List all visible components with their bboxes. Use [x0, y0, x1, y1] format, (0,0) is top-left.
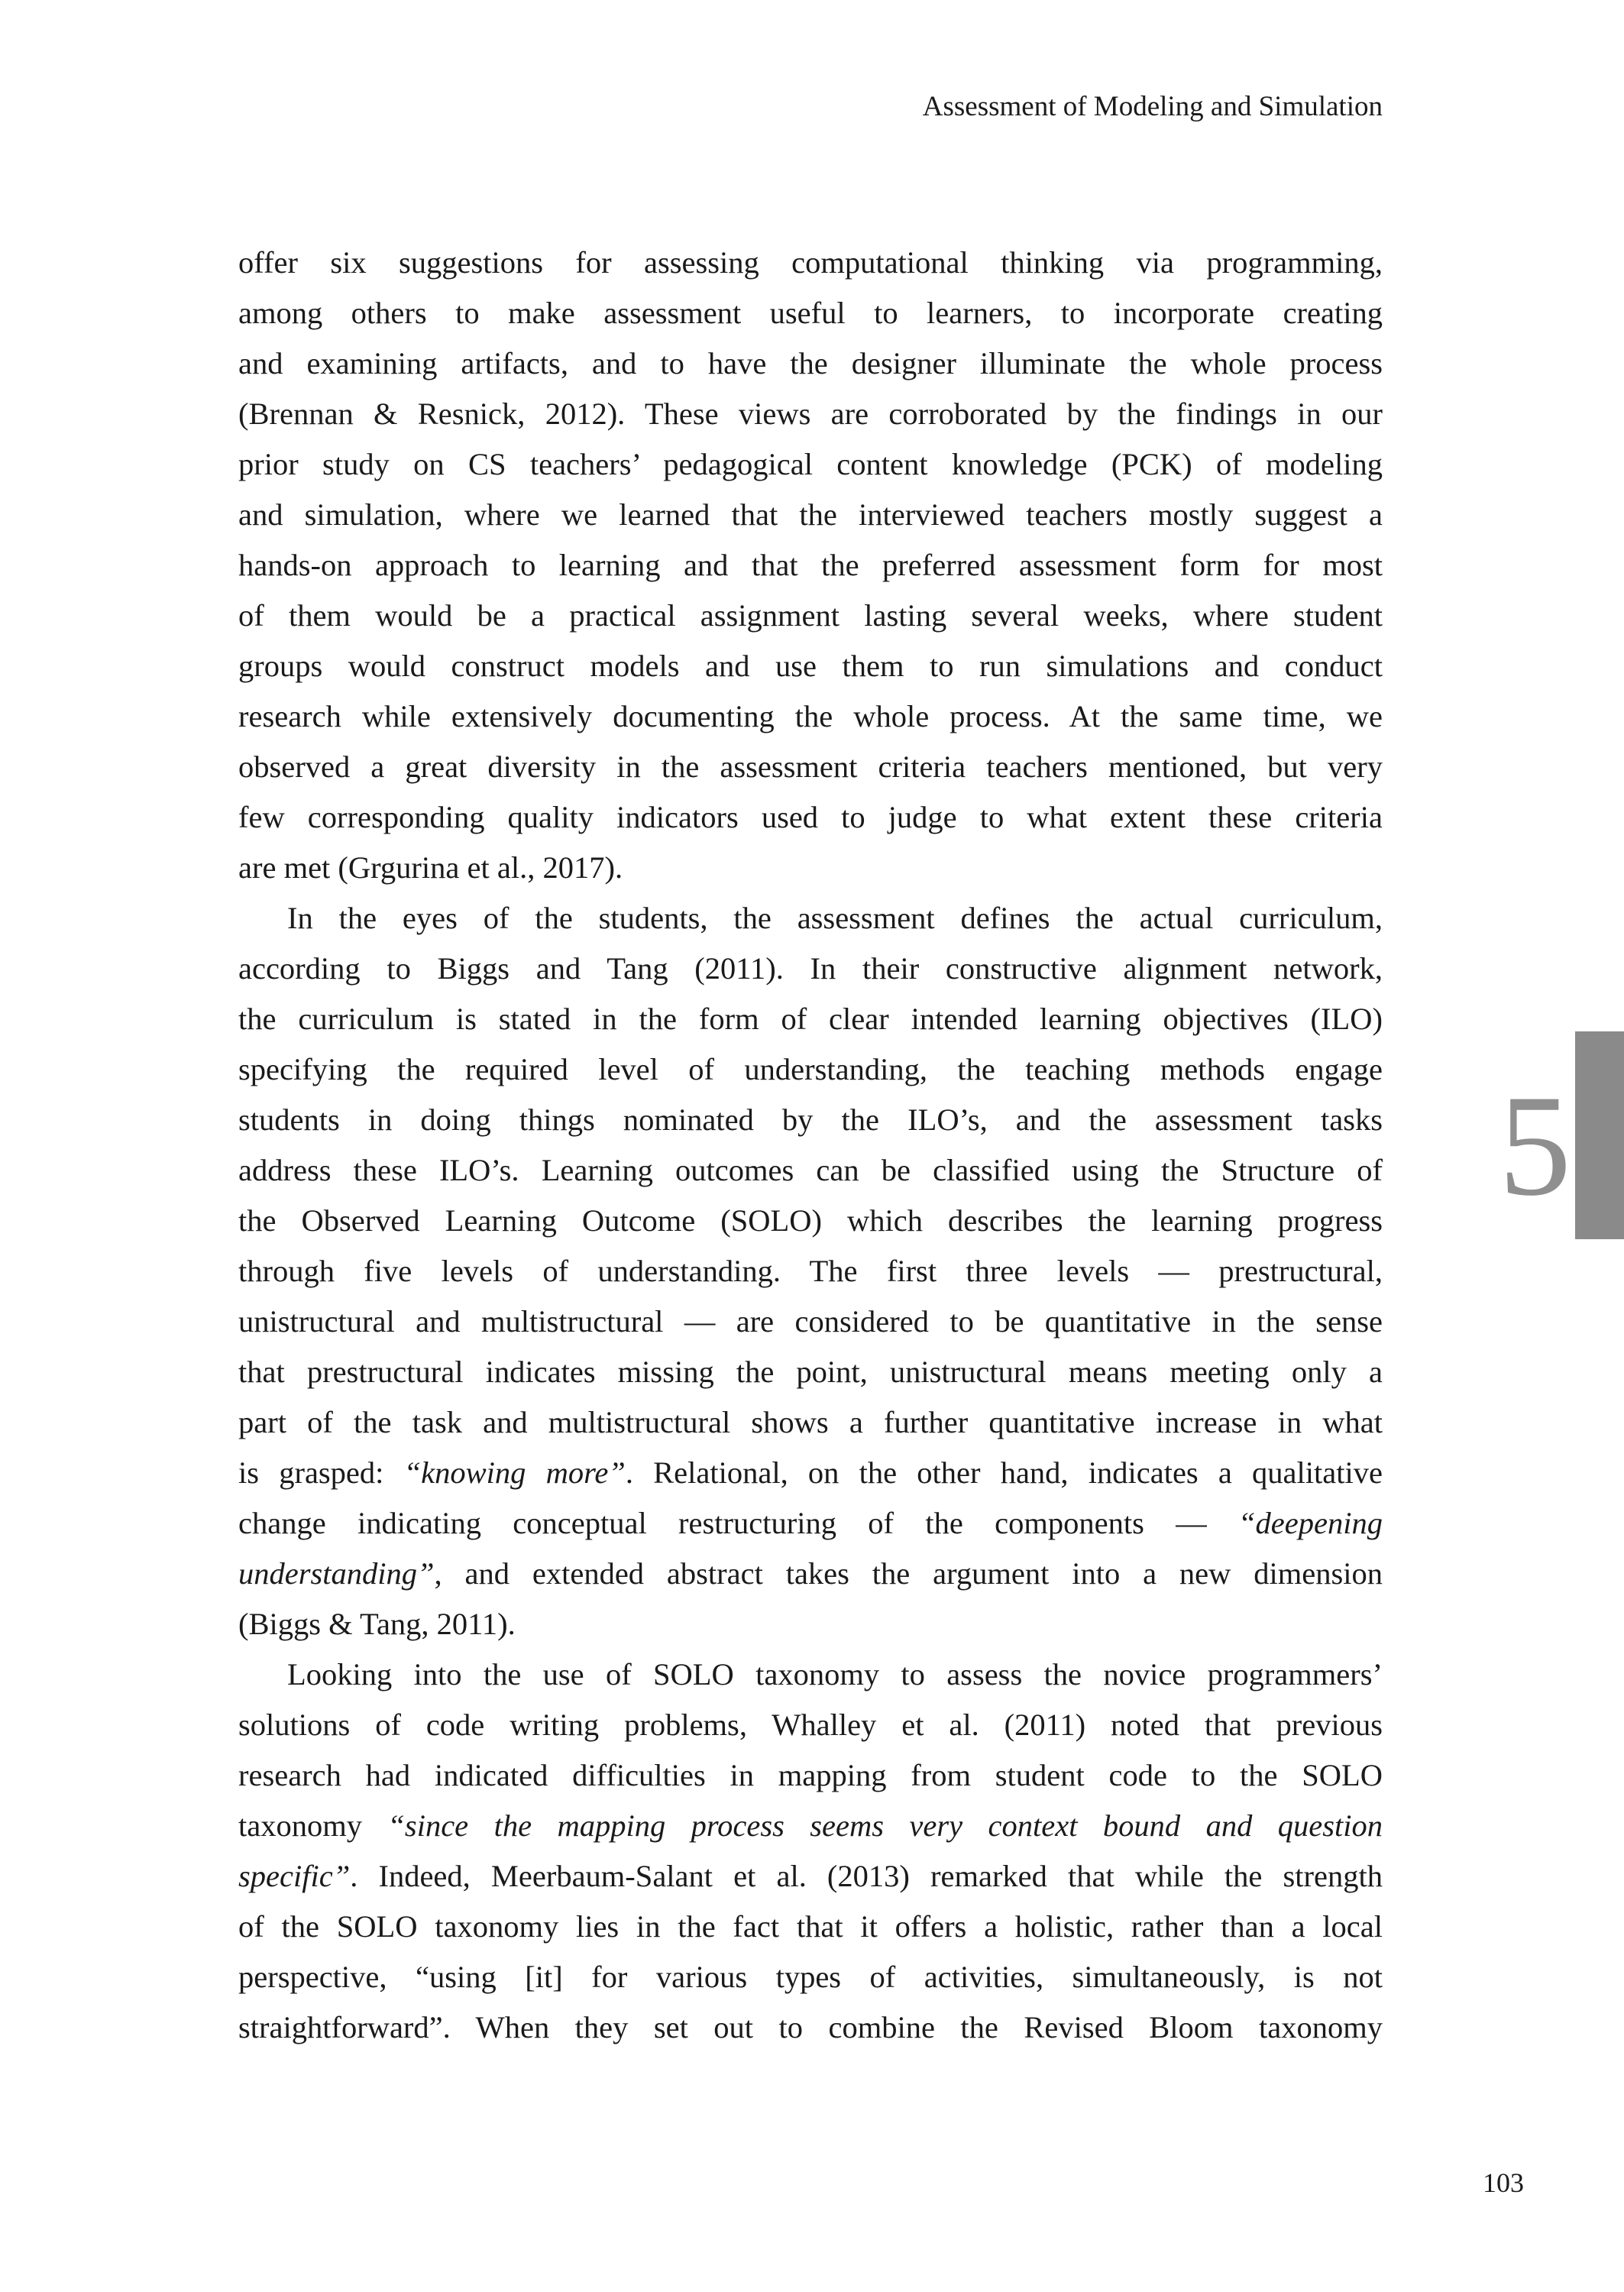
text-line: [238, 1297, 1383, 1347]
text-run: unistructural and multistructural — are considered to be quantitative in the sense: [238, 1304, 1383, 1339]
text-line: [238, 439, 1383, 490]
text-line: [238, 1599, 1383, 1649]
text-line: [238, 1750, 1383, 1801]
text-line: [238, 490, 1383, 540]
text-line: [238, 1952, 1383, 2002]
text-run: hands-on approach to learning and that the preferred assessment form for most: [238, 548, 1383, 582]
text-run: . Indeed, Meerbaum-Salant et al. (2013) remarked that while the strength: [350, 1859, 1383, 1893]
text-line: [238, 2002, 1383, 2053]
text-run: straightforward”. When they set out to combine the Revised Bloom taxonomy: [238, 2010, 1383, 2044]
text-run: and simulation, where we learned that the interviewed teachers mostly suggest a: [238, 497, 1383, 532]
text-run: students in doing things nominated by the ILO’s, and the assessment tasks: [238, 1102, 1383, 1137]
text-run: , and extended abstract takes the argument into a new dimension: [434, 1556, 1383, 1591]
chapter-tab: [1575, 1031, 1624, 1239]
text-line: [238, 591, 1383, 641]
text-run: observed a great diversity in the assessment criteria teachers mentioned, but very: [238, 749, 1383, 784]
text-run: is grasped:: [238, 1455, 404, 1490]
text-line: [238, 792, 1383, 843]
text-line: [238, 843, 1383, 893]
text-run: perspective, “using [it] for various types of activities, simultaneously, is not: [238, 1960, 1383, 1994]
text-run: research had indicated difficulties in mapping from student code to the SOLO: [238, 1758, 1383, 1792]
text-run: change indicating conceptual restructuring of the components —: [238, 1506, 1239, 1540]
text-line: [238, 893, 1383, 944]
text-line: [238, 1347, 1383, 1397]
text-line: [238, 1145, 1383, 1196]
text-run: research while extensively documenting the whole process. At the same time, we: [238, 699, 1383, 733]
italic-text: “since the mapping process seems very context bound and question: [387, 1808, 1383, 1843]
text-line: [238, 1397, 1383, 1448]
text-line: [238, 691, 1383, 742]
text-line: [238, 1044, 1383, 1095]
text-run: among others to make assessment useful to learners, to incorporate creating: [238, 296, 1383, 330]
text-run: and examining artifacts, and to have the designer illuminate the whole process: [238, 346, 1383, 380]
text-run: of the SOLO taxonomy lies in the fact that it offers a holistic, rather than a local: [238, 1909, 1383, 1944]
text-run: according to Biggs and Tang (2011). In their constructive alignment network,: [238, 951, 1383, 986]
text-line: [238, 1196, 1383, 1246]
text-line: [238, 1801, 1383, 1851]
text-line: [238, 1498, 1383, 1549]
text-run: address these ILO’s. Learning outcomes can be classified using the Structure of: [238, 1153, 1383, 1187]
text-line: [238, 1700, 1383, 1750]
text-run: In the eyes of the students, the assessment defines the actual curriculum,: [287, 901, 1383, 935]
text-line: [238, 338, 1383, 389]
text-line: [238, 1851, 1383, 1902]
text-run: Looking into the use of SOLO taxonomy to assess the novice programmers’: [287, 1657, 1383, 1691]
italic-text: understanding”: [238, 1556, 435, 1591]
text-run: part of the task and multistructural shows a further quantitative increase in what: [238, 1405, 1383, 1439]
text-run: (Brennan & Resnick, 2012). These views are corroborated by the findings in our: [238, 397, 1383, 431]
text-run: offer six suggestions for assessing computational thinking via programming,: [238, 245, 1383, 280]
italic-text: “knowing more”: [403, 1455, 626, 1490]
text-run: (Biggs & Tang, 2011).: [238, 1607, 516, 1641]
italic-text: specific”: [238, 1859, 351, 1893]
chapter-number: 5: [1499, 1066, 1571, 1226]
text-line: [238, 389, 1383, 439]
text-line: [238, 1095, 1383, 1145]
text-run: groups would construct models and use them to run simulations and conduct: [238, 649, 1383, 683]
running-header: Assessment of Modeling and Simulation: [922, 91, 1383, 122]
page-number: 103: [1483, 2167, 1524, 2198]
text-run: few corresponding quality indicators used to judge to what extent these criteria: [238, 800, 1383, 834]
text-run: are met (Grgurina et al., 2017).: [238, 850, 623, 885]
text-run: taxonomy: [238, 1808, 388, 1843]
text-run: the curriculum is stated in the form of clear intended learning objectives (ILO): [238, 1002, 1383, 1036]
text-run: that prestructural indicates missing the point, unistructural means meeting only a: [238, 1355, 1383, 1389]
text-run: the Observed Learning Outcome (SOLO) which describes the learning progress: [238, 1203, 1383, 1238]
text-line: [238, 944, 1383, 994]
text-line: [238, 1649, 1383, 1700]
text-line: [238, 288, 1383, 338]
text-line: [238, 1902, 1383, 1952]
text-line: [238, 238, 1383, 288]
text-run: prior study on CS teachers’ pedagogical content knowledge (PCK) of modeling: [238, 447, 1383, 481]
text-run: solutions of code writing problems, Whalley et al. (2011) noted that previous: [238, 1708, 1383, 1742]
text-run: of them would be a practical assignment lasting several weeks, where student: [238, 598, 1383, 633]
text-line: [238, 540, 1383, 591]
italic-text: “deepening: [1238, 1506, 1383, 1540]
body-text: [238, 238, 1383, 2053]
text-run: specifying the required level of understanding, the teaching methods engage: [238, 1052, 1383, 1086]
text-line: [238, 1549, 1383, 1599]
text-line: [238, 1246, 1383, 1297]
text-run: through five levels of understanding. The first three levels — prestructural,: [238, 1254, 1383, 1288]
text-run: . Relational, on the other hand, indicates a qualitative: [625, 1455, 1383, 1490]
text-line: [238, 1448, 1383, 1498]
text-line: [238, 994, 1383, 1044]
text-line: [238, 742, 1383, 792]
text-line: [238, 641, 1383, 691]
